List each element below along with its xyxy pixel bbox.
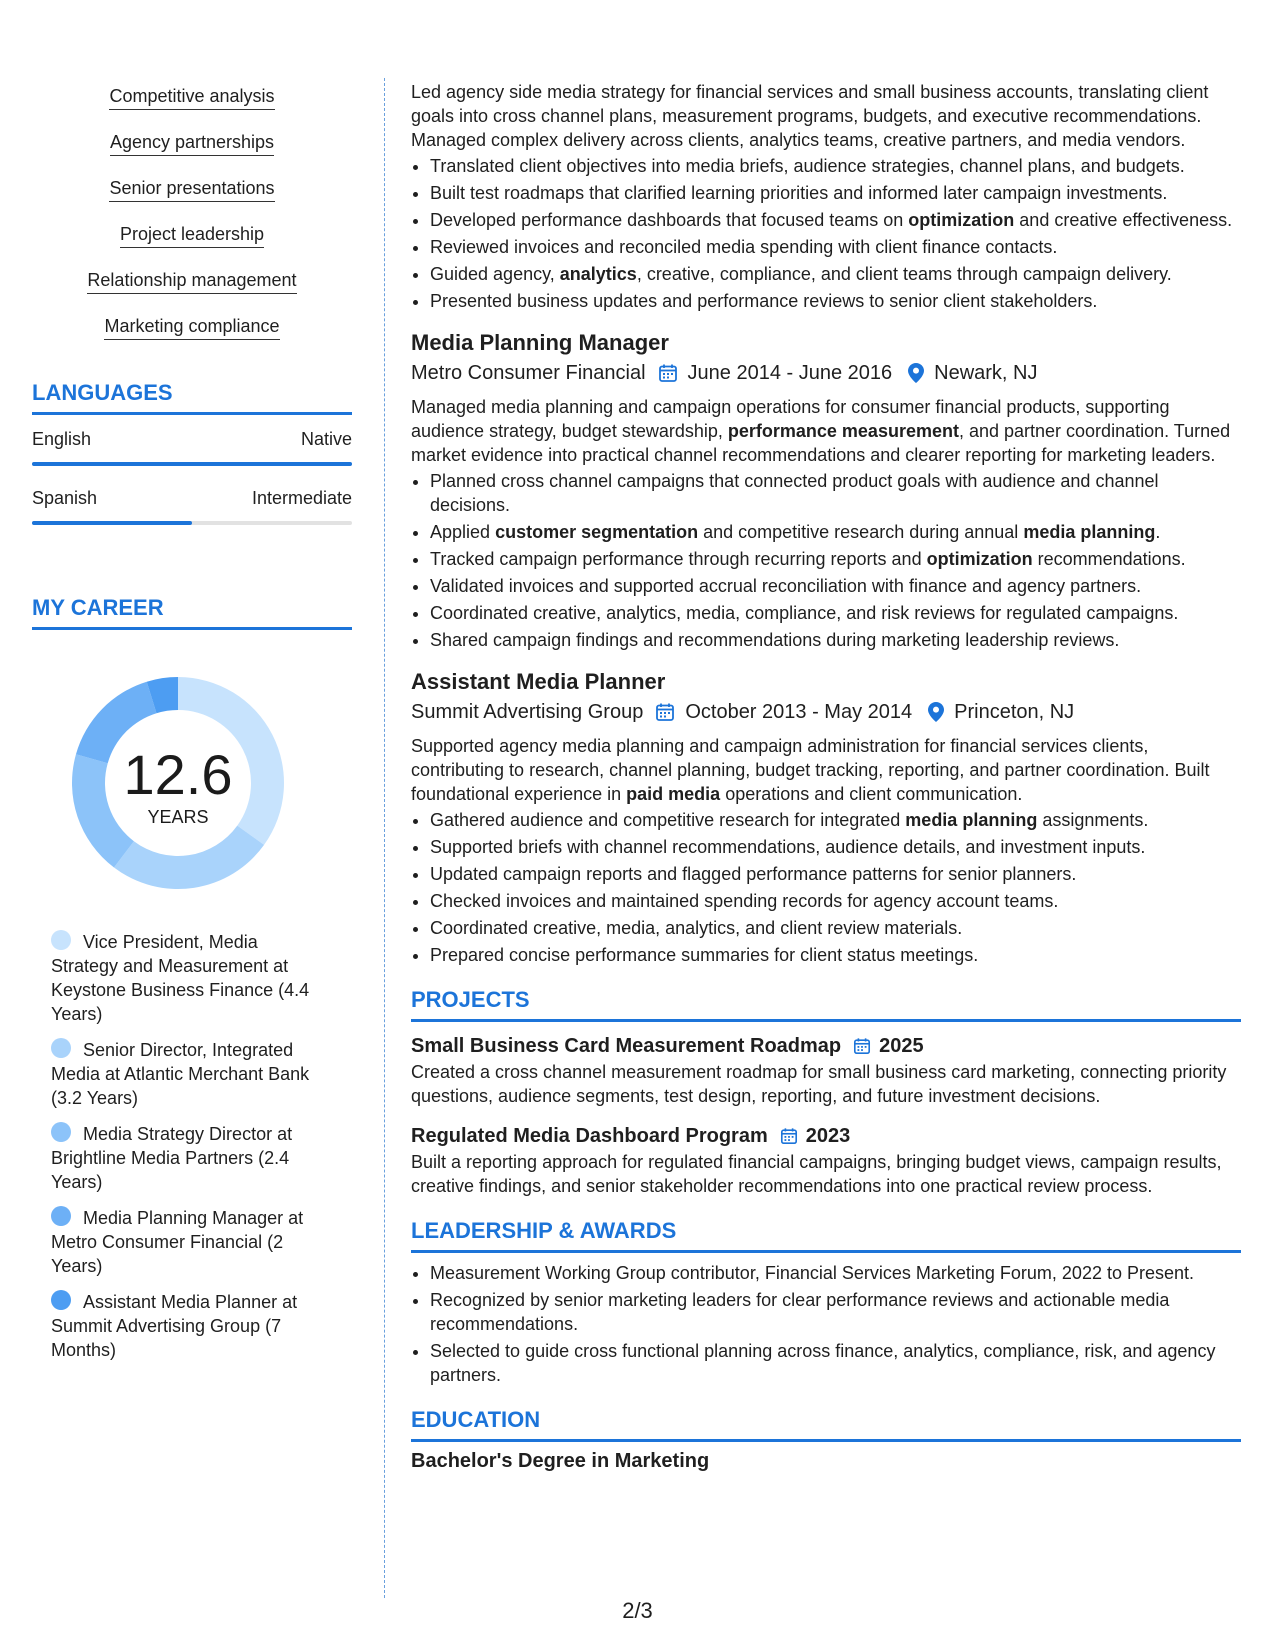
project-year: 2023 — [805, 1125, 851, 1147]
leadership-list — [411, 1261, 1241, 1387]
project-description: Created a cross channel measurement roadmap for small business card marketing, connecting priority questions, audience segments, test design, reporting, and future investment decisions. — [411, 1062, 1227, 1106]
legend-dot — [51, 1290, 71, 1310]
language-bar-fill — [32, 521, 192, 525]
page-number: 2/3 — [622, 1598, 653, 1623]
bullet-item: • Shared campaign findings and recommendations during marketing leadership reviews. — [430, 628, 1241, 652]
calendar-icon — [658, 363, 678, 383]
legend-dot — [51, 930, 71, 950]
career-years-unit: YEARS — [147, 806, 209, 827]
bullet-item: • Validated invoices and supported accrual reconciliation with finance and agency partners. — [430, 574, 1241, 598]
skill-label: Senior presentations — [109, 176, 274, 202]
legend-label: Media Planning Manager at Metro Consumer Financial (2 Years) — [51, 1208, 304, 1276]
leadership-heading: LEADERSHIP & AWARDS — [411, 1218, 1241, 1253]
bullet-item: • Supported briefs with channel recommendations, audience details, and investment inputs. — [430, 835, 1241, 859]
legend-dot — [51, 1122, 71, 1142]
language-english — [32, 429, 352, 466]
bullet-item: • Presented business updates and performance reviews to senior client stakeholders. — [430, 289, 1241, 313]
career-heading: MY CAREER — [32, 595, 352, 630]
project-description: Built a reporting approach for regulated financial campaigns, bringing budget views, campaign results, creative findings, and senior stakeholder recommendations into one practical review process. — [411, 1152, 1222, 1196]
career-legend-item — [51, 930, 327, 1026]
skill-label: Relationship management — [87, 268, 296, 294]
job-assistant-media-planner — [411, 668, 1241, 967]
language-bar — [32, 462, 352, 466]
job-meta — [411, 698, 1241, 726]
skill-item — [32, 176, 352, 202]
job-company: Metro Consumer Financial — [411, 362, 646, 384]
skill-label: Project leadership — [120, 222, 264, 248]
skill-item — [32, 314, 352, 340]
job-summary: Managed media planning and campaign operations for consumer financial products, supporting audience strategy, budget stewardship, performance measurement, and partner coordination. Turned market evidence into practical channel recommendations and clearer reporting for marketing leaders. — [411, 397, 1231, 465]
bullet-item: • Applied customer segmentation and competitive research during annual media planning. — [430, 520, 1241, 544]
bullet-item: • Prepared concise performance summaries for client status meetings. — [430, 943, 1241, 967]
project-year: 2025 — [879, 1035, 924, 1057]
legend-label: Vice President, Media Strategy and Measurement at Keystone Business Finance (4.4 Years) — [51, 932, 310, 1024]
bullet-item: • Updated campaign reports and flagged performance patterns for senior planners. — [430, 862, 1241, 886]
calendar-icon — [655, 702, 675, 722]
bullet-item: • Tracked campaign performance through recurring reports and optimization recommendations. — [430, 547, 1241, 571]
bullet-item: • Planned cross channel campaigns that connected product goals with audience and channel decisions. — [430, 469, 1241, 517]
leadership-item: • Selected to guide cross functional planning across finance, analytics, compliance, risk, and agency partners. — [430, 1339, 1241, 1387]
job-title: Assistant Media Planner — [411, 669, 666, 694]
job-company: Summit Advertising Group — [411, 701, 644, 723]
calendar-icon — [853, 1037, 871, 1055]
language-bar-fill — [32, 462, 352, 466]
skill-label: Agency partnerships — [110, 130, 274, 156]
career-donut-chart — [65, 670, 291, 896]
calendar-icon — [780, 1127, 798, 1145]
job-bullets — [411, 154, 1241, 313]
bullet-item: • Built test roadmaps that clarified learning priorities and informed later campaign investments. — [430, 181, 1241, 205]
bullet-item: • Translated client objectives into media briefs, audience strategies, channel plans, and budgets. — [430, 154, 1241, 178]
job-dates: June 2014 - June 2016 — [687, 362, 893, 384]
career-legend — [51, 930, 327, 1362]
language-level: Intermediate — [251, 488, 352, 508]
job-bullets — [411, 469, 1241, 652]
skills-list — [32, 84, 352, 340]
language-name: Spanish — [32, 488, 98, 508]
leadership-item: • Recognized by senior marketing leaders for clear performance reviews and actionable media recommendations. — [430, 1288, 1241, 1336]
career-total-years: 12.6 — [123, 742, 233, 806]
skill-item — [32, 222, 352, 248]
bullet-item: • Developed performance dashboards that focused teams on optimization and creative effectiveness. — [430, 208, 1241, 232]
donut-center — [65, 670, 291, 896]
legend-dot — [51, 1206, 71, 1226]
skill-label: Marketing compliance — [104, 314, 279, 340]
career-legend-item — [51, 1122, 327, 1194]
career-legend-item — [51, 1290, 327, 1362]
bullet-item: • Coordinated creative, analytics, media, compliance, and risk reviews for regulated campaigns. — [430, 601, 1241, 625]
column-divider — [384, 78, 385, 1598]
projects-heading: PROJECTS — [411, 987, 1241, 1022]
bullet-item: • Guided agency, analytics, creative, compliance, and client teams through campaign delivery. — [430, 262, 1241, 286]
job-location: Newark, NJ — [934, 362, 1038, 384]
skill-item — [32, 130, 352, 156]
job-bullets — [411, 808, 1241, 967]
job-location: Princeton, NJ — [954, 701, 1075, 723]
sidebar — [32, 84, 352, 1374]
legend-label: Media Strategy Director at Brightline Media Partners (2.4 Years) — [51, 1124, 293, 1192]
job-summary: Supported agency media planning and campaign administration for financial services clients, contributing to research, channel planning, budget tracking, reporting, and partner coordination. Built foundational experience in paid media operations and client communication. — [411, 736, 1210, 804]
bullet-item: • Gathered audience and competitive research for integrated media planning assignments. — [430, 808, 1241, 832]
job-intro — [411, 80, 1241, 313]
bullet-item: • Coordinated creative, media, analytics, and client review materials. — [430, 916, 1241, 940]
job-dates: October 2013 - May 2014 — [685, 701, 913, 723]
job-summary: Led agency side media strategy for financial services and small business accounts, translating client goals into cross channel plans, measurement programs, budgets, and executive recommendations. Managed complex delivery across clients, analytics teams, creative partners, and media vendors. — [411, 82, 1209, 150]
leadership-item: • Measurement Working Group contributor, Financial Services Marketing Forum, 2022 to Present. — [430, 1261, 1241, 1285]
project-title: Regulated Media Dashboard Program — [411, 1125, 768, 1147]
legend-label: Senior Director, Integrated Media at Atlantic Merchant Bank (3.2 Years) — [51, 1040, 310, 1108]
career-legend-item — [51, 1038, 327, 1110]
language-level: Native — [300, 429, 352, 449]
job-meta — [411, 359, 1241, 387]
bullet-item: • Checked invoices and maintained spending records for agency account teams. — [430, 889, 1241, 913]
project-item — [411, 1032, 1241, 1108]
skill-item — [32, 268, 352, 294]
map-pin-icon — [908, 363, 924, 383]
map-pin-icon — [928, 702, 944, 722]
education-degree: Bachelor's Degree in Marketing — [411, 1450, 710, 1472]
project-item — [411, 1122, 1241, 1198]
language-bar — [32, 521, 352, 525]
job-title: Media Planning Manager — [411, 330, 669, 355]
career-legend-item — [51, 1206, 327, 1278]
education-heading: EDUCATION — [411, 1407, 1241, 1442]
job-media-planning-manager — [411, 329, 1241, 652]
legend-dot — [51, 1038, 71, 1058]
main-content — [411, 80, 1241, 1473]
language-name: English — [32, 429, 92, 449]
skill-item — [32, 84, 352, 110]
project-title: Small Business Card Measurement Roadmap — [411, 1035, 842, 1057]
bullet-item: • Reviewed invoices and reconciled media spending with client finance contacts. — [430, 235, 1241, 259]
legend-label: Assistant Media Planner at Summit Advertising Group (7 Months) — [51, 1292, 298, 1360]
language-spanish — [32, 488, 352, 525]
languages-heading: LANGUAGES — [32, 380, 352, 415]
skill-label: Competitive analysis — [109, 84, 274, 110]
